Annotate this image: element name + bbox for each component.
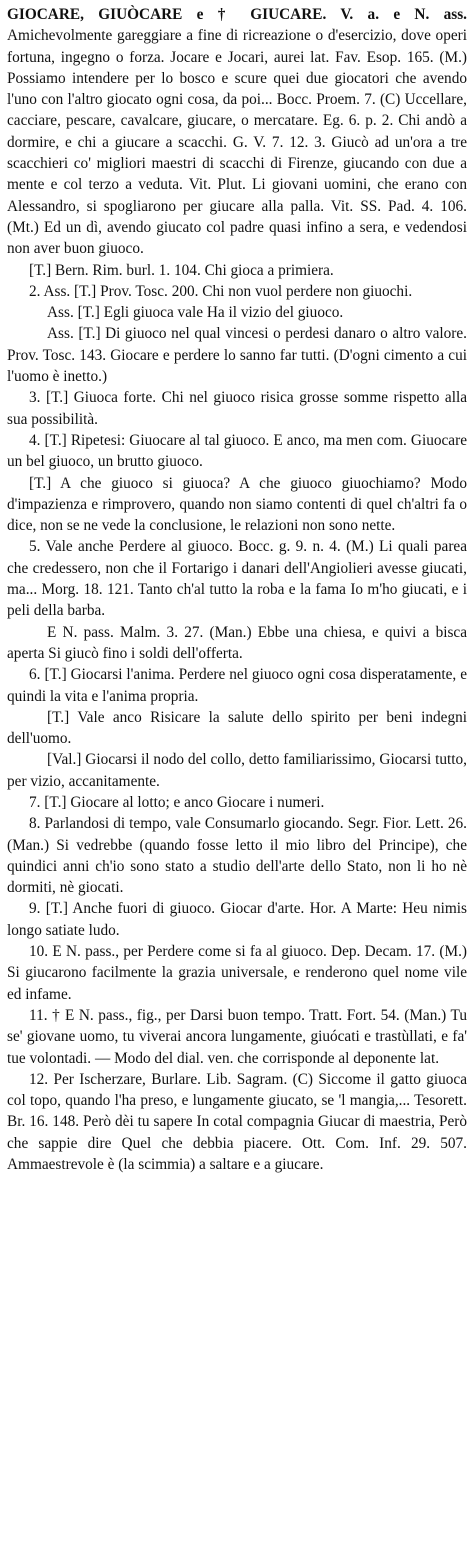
entry-headword: GIOCARE, GIUÒCARE e † GIUCARE. V. a. e N. ass. [7, 6, 467, 23]
sense-paragraph: [T.] Vale anco Risicare la salute dello spirito per beni indegni dell'uomo. [7, 708, 467, 748]
entry-headword-paragraph [7, 4, 467, 260]
sense-paragraph: 5. Vale anche Perdere al giuoco. Bocc. g. 9. n. 4. (M.) Li quali parea che credessero, non che il Fortarigo i danari dell'Angiolieri avesse giucati, ma... Morg. 18. 121. Tanto ch'al tutto la roba e la fama Io m'ho giucati, e i peli della barba. [7, 538, 467, 620]
sense-paragraph: 3. [T.] Giuoca forte. Chi nel giuoco risica grosse somme rispetto alla sua possibilità. [7, 389, 467, 428]
sense-paragraph: 2. Ass. [T.] Prov. Tosc. 200. Chi non vuol perdere non giuochi. [29, 282, 413, 300]
sense-paragraph: [T.] Bern. Rim. burl. 1. 104. Chi gioca a primiera. [29, 261, 334, 279]
sense-paragraph: 6. [T.] Giocarsi l'anima. Perdere nel giuoco ogni cosa disperatamente, e quindi la vita e l'anima propria. [7, 666, 467, 705]
sense-paragraph: 4. [T.] Ripetesi: Giuocare al tal giuoco. E anco, ma men com. Giuocare un bel giuoco, un brutto giuoco. [7, 431, 467, 471]
entry-definition-1: Amichevolmente gareggiare a fine di ricreazione o d'esercizio, dove operi fortuna, ingegno o forza. Jocare e Jocari, aurei lat. Fav. Esop. 165. (M.) Possiamo intendere per lo bosco e scure quei due giocatori che avendo l'uno con l'altro giocato ogni cosa, da poi... Bocc. Proem. 7. (C) Uccellare, cacciare, pescare, cavalcare, giucare, o mercatare. Eg. 6. p. 2. Chi andò a dormire, e chi a giucare a scacchi. G. V. 7. 12. 3. Giucò ad un'ora a tre scacchieri co' migliori maestri di scacchi di Firenze, giucando con due a mente e col terzo a veduta. Vit. Plut. Li giovani uomini, che erano con Alessandro, si spogliarono per giucare alla palla. Vit. SS. Pad. 4. 106. (Mt.) Ed un dì, avendo giucato col padre quasi infino a sera, e vedendosi non aver buon giuoco. [7, 27, 467, 258]
sense-paragraph: [T.] A che giuoco si giuoca? A che giuoco giuochiamo? Modo d'impazienza e rimprovero, quando non siamo contenti di quel ch'altri fa o dice, non se ne vede la conclusione, le relazioni non sono nette. [7, 474, 467, 535]
sense-paragraph: E N. pass. Malm. 3. 27. (Man.) Ebbe una chiesa, e quivi a bisca aperta Si giucò fino i soldi dell'offerta. [7, 623, 467, 662]
sense-paragraph: 10. E N. pass., per Perdere come si fa al giuoco. Dep. Decam. 17. (M.) Si giucarono facilmente la grazia universale, e renderono quel nome vile ed infame. [7, 943, 467, 1003]
sense-paragraph: 9. [T.] Anche fuori di giuoco. Giocar d'arte. Hor. A Marte: Heu nimis longo satiate ludo. [7, 900, 467, 939]
sense-paragraph: 8. Parlandosi di tempo, vale Consumarlo giocando. Segr. Fior. Lett. 26. (Man.) Si vedrebbe (quando fosse letto il mio libro del Principe), che quindici anni ch'io sono stato a studio dell'arte dello Stato, non li ho nè dormiti, nè giocati. [7, 815, 467, 897]
sense-paragraph: 12. Per Ischerzare, Burlare. Lib. Sagram. (C) Siccome il gatto giuoca col topo, quando l'ha preso, e lungamente giucato, se 'l mangia,... Tesorett. Br. 16. 148. Però dèi tu sapere In cotal compagnia Giucar di maestria, Però che sappie dire Quel che debbia piacere. Ott. Com. Inf. 29. 507. Ammaestrevole è (la scimmia) a saltare e a giucare. [7, 1070, 467, 1174]
sense-paragraph: 11. † E N. pass., fig., per Darsi buon tempo. Tratt. Fort. 54. (Man.) Tu se' giovane uomo, tu viverai ancora lungamente, giuócati e trastùllati, e fa' tue volontadi. — Modo del dial. ven. che corrisponde al deponente lat. [7, 1006, 467, 1067]
sense-paragraph: Ass. [T.] Di giuoco nel qual vincesi o perdesi danaro o altro valore. Prov. Tosc. 143. Giocare e perdere lo sanno far tutti. (D'ogni cimento a cui l'uomo è inetto.) [7, 325, 467, 386]
sense-paragraph: [Val.] Giocarsi il nodo del collo, detto familiarissimo, Giocarsi tutto, per vizio, accanitamente. [7, 751, 467, 790]
sense-paragraph: 7. [T.] Giocare al lotto; e anco Giocare i numeri. [29, 793, 325, 811]
sense-paragraph: Ass. [T.] Egli giuoca vale Ha il vizio del giuoco. [47, 304, 344, 322]
